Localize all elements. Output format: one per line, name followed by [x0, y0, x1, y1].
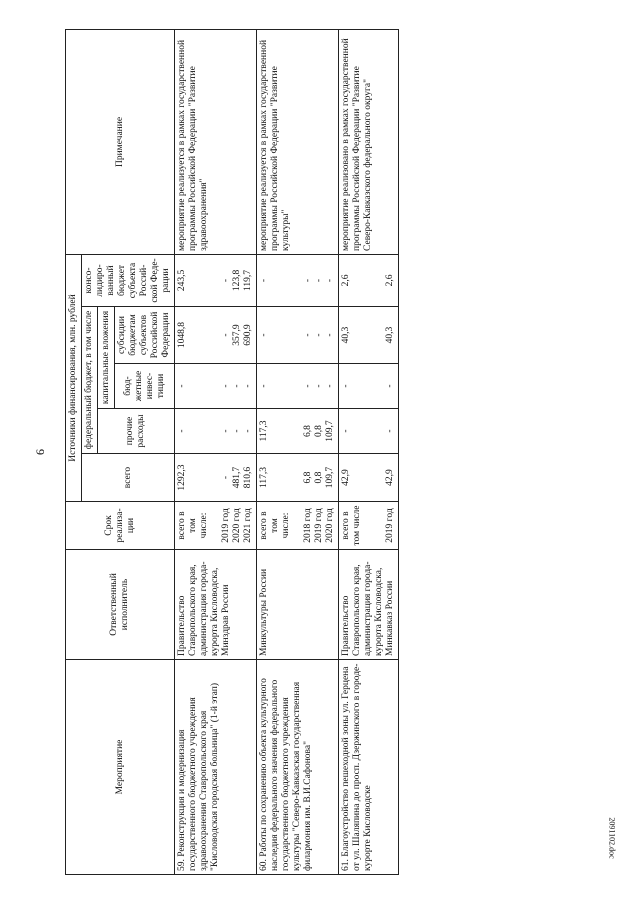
consolidated-cell: 2,6 2,6 [339, 254, 399, 306]
header-sources: Источники финансирования, млн. рублей [66, 254, 82, 501]
total-cell: 117,3 6,8 0,8 109,7 [257, 454, 339, 502]
financing-table [65, 29, 399, 875]
header-total: всего [82, 454, 175, 502]
header-budget-inv: бюд-жетные инвес-тиции [115, 364, 175, 409]
consolidated-cell: 243,5 - 123,8 119,7 [175, 254, 257, 306]
measure-cell: 59. Реконструкция и модернизация государственного бюджетного учреждения здравоохранения Ставропольского края "Кисловодская городская больница" (1-й этап) [175, 660, 257, 875]
note-cell: мероприятие реализуется в рамках государственной программы Российской Федерации "Развитие культуры" [257, 29, 339, 254]
other-cell: - - [339, 409, 399, 454]
header-note: Примечание [66, 29, 175, 254]
subsidies-cell: 40,3 40,3 [339, 307, 399, 364]
other-cell: - - - - [175, 409, 257, 454]
page-number: 9 [33, 449, 48, 455]
header-federal: федеральный бюджет, в том числе [82, 307, 98, 454]
budget-inv-cell: - - - - [175, 364, 257, 409]
term-cell: всего в том числе: 2019 год 2020 год 2021 год [175, 502, 257, 550]
measure-cell: 60. Работы по сохранению объекта культурного наследия федерального значения федерального государственного бюджетного учреждения культуры "Северо-Кавказская государственная филармония им. В.И.Сафонова" [257, 660, 339, 875]
term-cell: всего в том числе: 2018 год 2019 год 2020 год [257, 502, 339, 550]
note-cell: мероприятие реализовано в рамках государственной программы Российской Федерации "Развитие Северо-Кавказского федерального округа" [339, 29, 399, 254]
table-row [257, 29, 339, 874]
other-cell: 117,3 6,8 0,8 109,7 [257, 409, 339, 454]
subsidies-cell: - - - - [257, 307, 339, 364]
note-cell: мероприятие реализуется в рамках государственной программы Российской Федерации "Развитие здравоохранения" [175, 29, 257, 254]
executor-cell: Правительство Ставропольского края, администрация города-курорта Кисловодска, Минкавказ России [339, 550, 399, 660]
header-subsidies: субсидии бюджетам субъектов Российской Федерации [115, 307, 175, 364]
term-cell: всего в том числе 2019 год [339, 502, 399, 550]
table-row [175, 29, 257, 874]
executor-cell: Минкультуры России [257, 550, 339, 660]
budget-inv-cell: - - [339, 364, 399, 409]
rotated-table-container [65, 30, 620, 875]
header-measure: Мероприятие [66, 660, 175, 875]
budget-inv-cell: - - - - [257, 364, 339, 409]
executor-cell: Правительство Ставропольского края, администрация города-курорта Кисловодска, Минздрав России [175, 550, 257, 660]
header-term: Срок реализа-ции [66, 502, 175, 550]
consolidated-cell: - - - - [257, 254, 339, 306]
subsidies-cell: 1048,8 - 357,9 690,9 [175, 307, 257, 364]
header-executor: Ответственный исполнитель [66, 550, 175, 660]
table-row [339, 29, 399, 874]
total-cell: 1292,3 - 481,7 810,6 [175, 454, 257, 502]
total-cell: 42,9 42,9 [339, 454, 399, 502]
header-capital: капитальные вложения [98, 307, 115, 409]
header-consolidated: консо-лидиро-ванный бюджет субъекта Россий-ской Феде-рации [82, 254, 175, 306]
measure-cell: 61. Благоустройство пешеходной зоны ул. Герцена от ул. Шаляпина до просп. Дзержинского в городе-курорте Кисловодске [339, 660, 399, 875]
footer-code: 2091102.doc [607, 817, 617, 859]
header-other: прочие расходы [98, 409, 175, 454]
